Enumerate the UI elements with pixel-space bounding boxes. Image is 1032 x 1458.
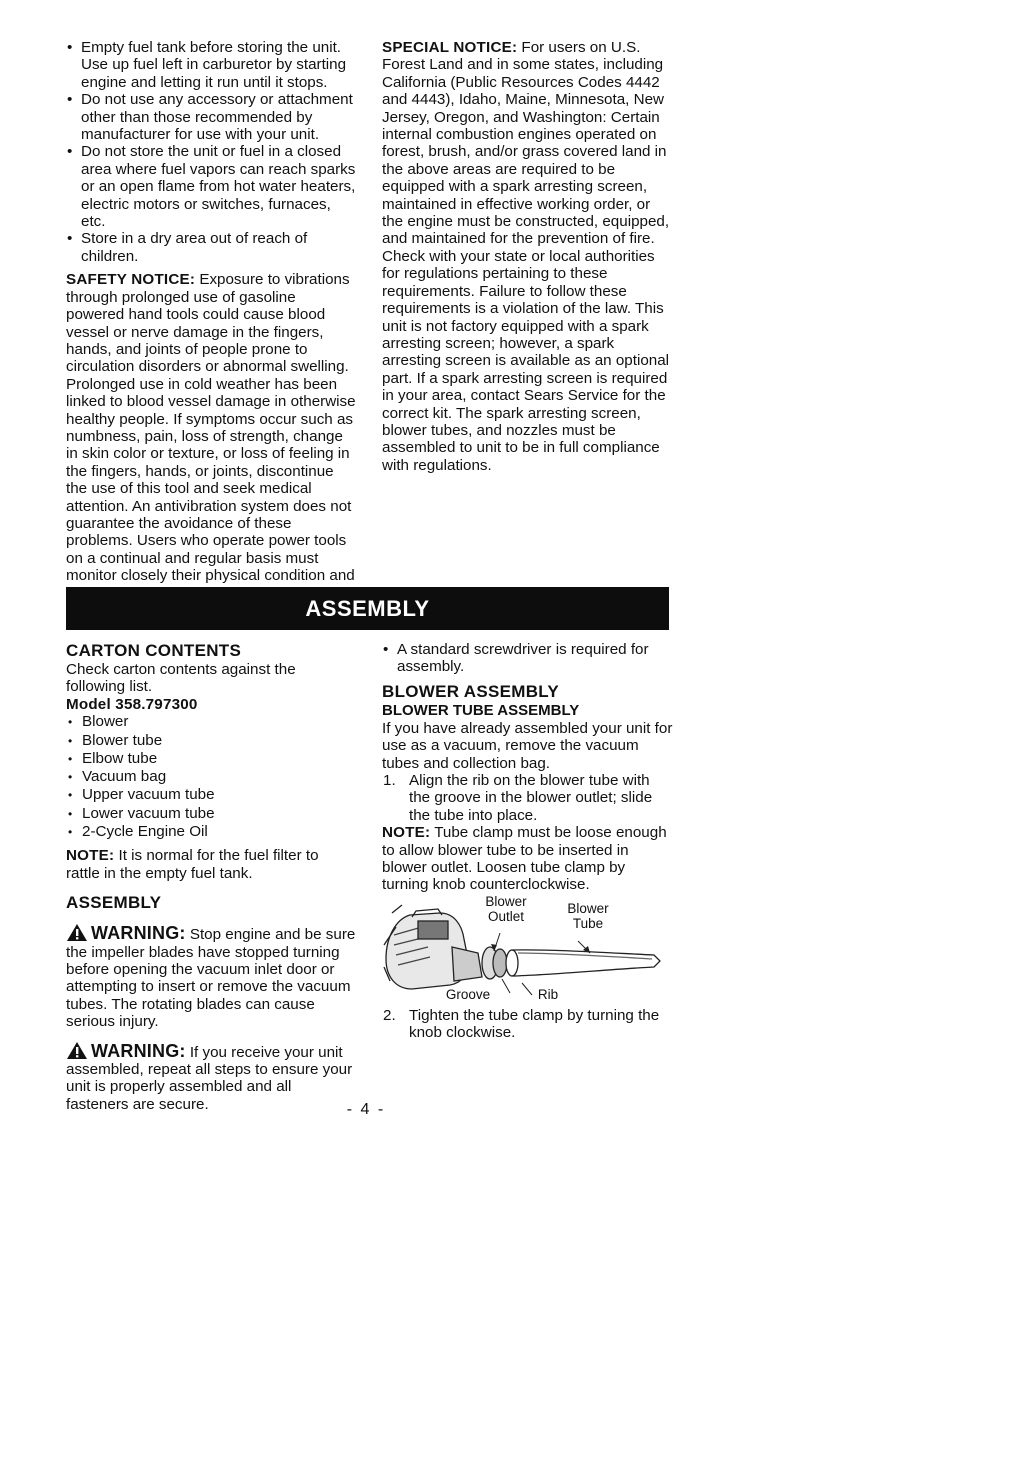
screwdriver-list (382, 641, 674, 676)
note-label: NOTE: (66, 847, 115, 865)
list-item: • 2-Cycle Engine Oil (66, 823, 356, 841)
warning-text: If you receive your unit assembled, repeat all steps to ensure your unit is properly assembled and all fasteners are secure. (66, 1043, 353, 1113)
blower-tube-figure (382, 893, 674, 1007)
note-text: Tube clamp must be loose enough to allow blower tube to be inserted in blower outlet. Loosen tube clamp by turning knob counterclockwise. (382, 824, 667, 894)
list-item: • Do not store the unit or fuel in a closed area where fuel vapors can reach sparks or an open flame from hot water heaters, electric motors or switches, furnaces, etc. (66, 143, 356, 230)
special-notice-label: SPECIAL NOTICE: (382, 39, 518, 56)
model-number: Model 358.797300 (66, 695, 198, 713)
carton-column (66, 641, 356, 1113)
rib-caption: Rib (537, 986, 559, 1002)
list-item: • Elbow tube (66, 750, 356, 768)
storage-bullet-list (66, 39, 356, 265)
warning-label: WARNING: (91, 1040, 186, 1061)
warning-triangle-icon (66, 923, 88, 942)
safety-notice-text: Exposure to vibrations through prolonged use of gasoline powered hand tools could cause blood vessel or nerve damage in the fingers, hands, and joints of people prone to circulation disorders or abnormal swelling. Prolonged use in cold weather has been linked to blood vessel damage in otherwise healthy people. If symptoms occur such as numbness, pain, loss of strength, change in skin color or texture, or loss of feeling in the fingers, hands, or joints, discontinue the use of this tool and seek medical attention. An antivibration system does not guarantee the avoidance of these problems. Users who operate power tools on a continual and regular basis must monitor closely their physical condition and (66, 271, 356, 585)
list-item: • Upper vacuum tube (66, 786, 356, 804)
blower-tube-caption: Blower Tube (567, 900, 609, 931)
blower-tube-assembly-heading: BLOWER TUBE ASSEMBLY (382, 701, 580, 719)
safety-notice (66, 271, 356, 602)
groove-caption: Groove (445, 986, 491, 1002)
safety-notice-label: SAFETY NOTICE: (66, 271, 196, 289)
list-item: • A standard screwdriver is required for assembly. (382, 641, 674, 676)
steps-list-1 (382, 772, 674, 824)
carton-note (66, 847, 356, 882)
list-item: 2. Tighten the tube clamp by turning the knob clockwise. (383, 1006, 660, 1042)
list-item: • Vacuum bag (66, 768, 356, 786)
safety-column-right (382, 39, 674, 474)
list-item: • Do not use any accessory or attachment other than those recommended by manufacturer for use with your unit. (66, 91, 356, 143)
blower-column (382, 641, 674, 1042)
carton-intro: Check carton contents against the following list. (66, 661, 296, 696)
list-item: • Blower (66, 713, 356, 731)
list-item: 1. Align the rib on the blower tube with the groove in the blower outlet; slide the tube into place. (383, 772, 653, 824)
safety-column-left (66, 39, 356, 602)
note-text: It is normal for the fuel filter to rattle in the empty fuel tank. (66, 847, 319, 882)
assembly-heading: ASSEMBLY (66, 893, 162, 913)
blower-note (382, 824, 674, 894)
warning-triangle-icon (66, 1041, 88, 1060)
list-item: • Lower vacuum tube (66, 805, 356, 823)
warning-text: Stop engine and be sure the impeller blades have stopped turning before opening the vacuum inlet door or attempting to insert or remove the vacuum tubes. The rotating blades can cause serious injury. (66, 926, 356, 1031)
special-notice (382, 39, 674, 474)
warning-label: WARNING: (91, 923, 186, 944)
blower-outlet-caption: Blower Outlet (485, 893, 527, 924)
carton-contents-heading: CARTON CONTENTS (66, 641, 242, 660)
list-item: • Empty fuel tank before storing the unit. Use up fuel left in carburetor by starting engine and letting it run until it stops. (66, 39, 356, 91)
list-item: • Blower tube (66, 732, 356, 750)
warning-assembled (66, 1041, 356, 1114)
warning-impeller (66, 923, 356, 1030)
steps-list-2 (382, 1007, 674, 1042)
note-label: NOTE: (382, 824, 431, 842)
page-number: - 4 - (346, 1101, 386, 1118)
blower-intro: If you have already assembled your unit for use as a vacuum, remove the vacuum tubes and collection bag. (382, 719, 673, 772)
list-item: • Store in a dry area out of reach of children. (66, 230, 356, 265)
assembly-banner: ASSEMBLY (66, 587, 669, 630)
special-notice-text: For users on U.S. Forest Land and in some states, including California (Public Resources Codes 4442 and 4443), Idaho, Maine, Minnesota, New Jersey, Oregon, and Washington: Certain internal combustion engines operated on forest, brush, and/or grass covered land in the above areas are required to be equipped with a spark arresting screen, maintained in effective working order, or the engine must be constructed, equipped, and maintained for the prevention of fire. Check with your state or local authorities for regulations pertaining to these requirements. Failure to follow these requirements is a violation of the law. This unit is not factory equipped with a spark arresting screen; however, a spark arresting screen is available as an optional part. If a spark arresting screen is required in your area, contact Sears Service for the correct kit. The spark arresting screen, blower tubes, and nozzles must be assembled to unit to be in full compliance with regulations. (382, 39, 670, 474)
carton-items-list (66, 713, 356, 841)
blower-assembly-heading: BLOWER ASSEMBLY (382, 681, 560, 701)
